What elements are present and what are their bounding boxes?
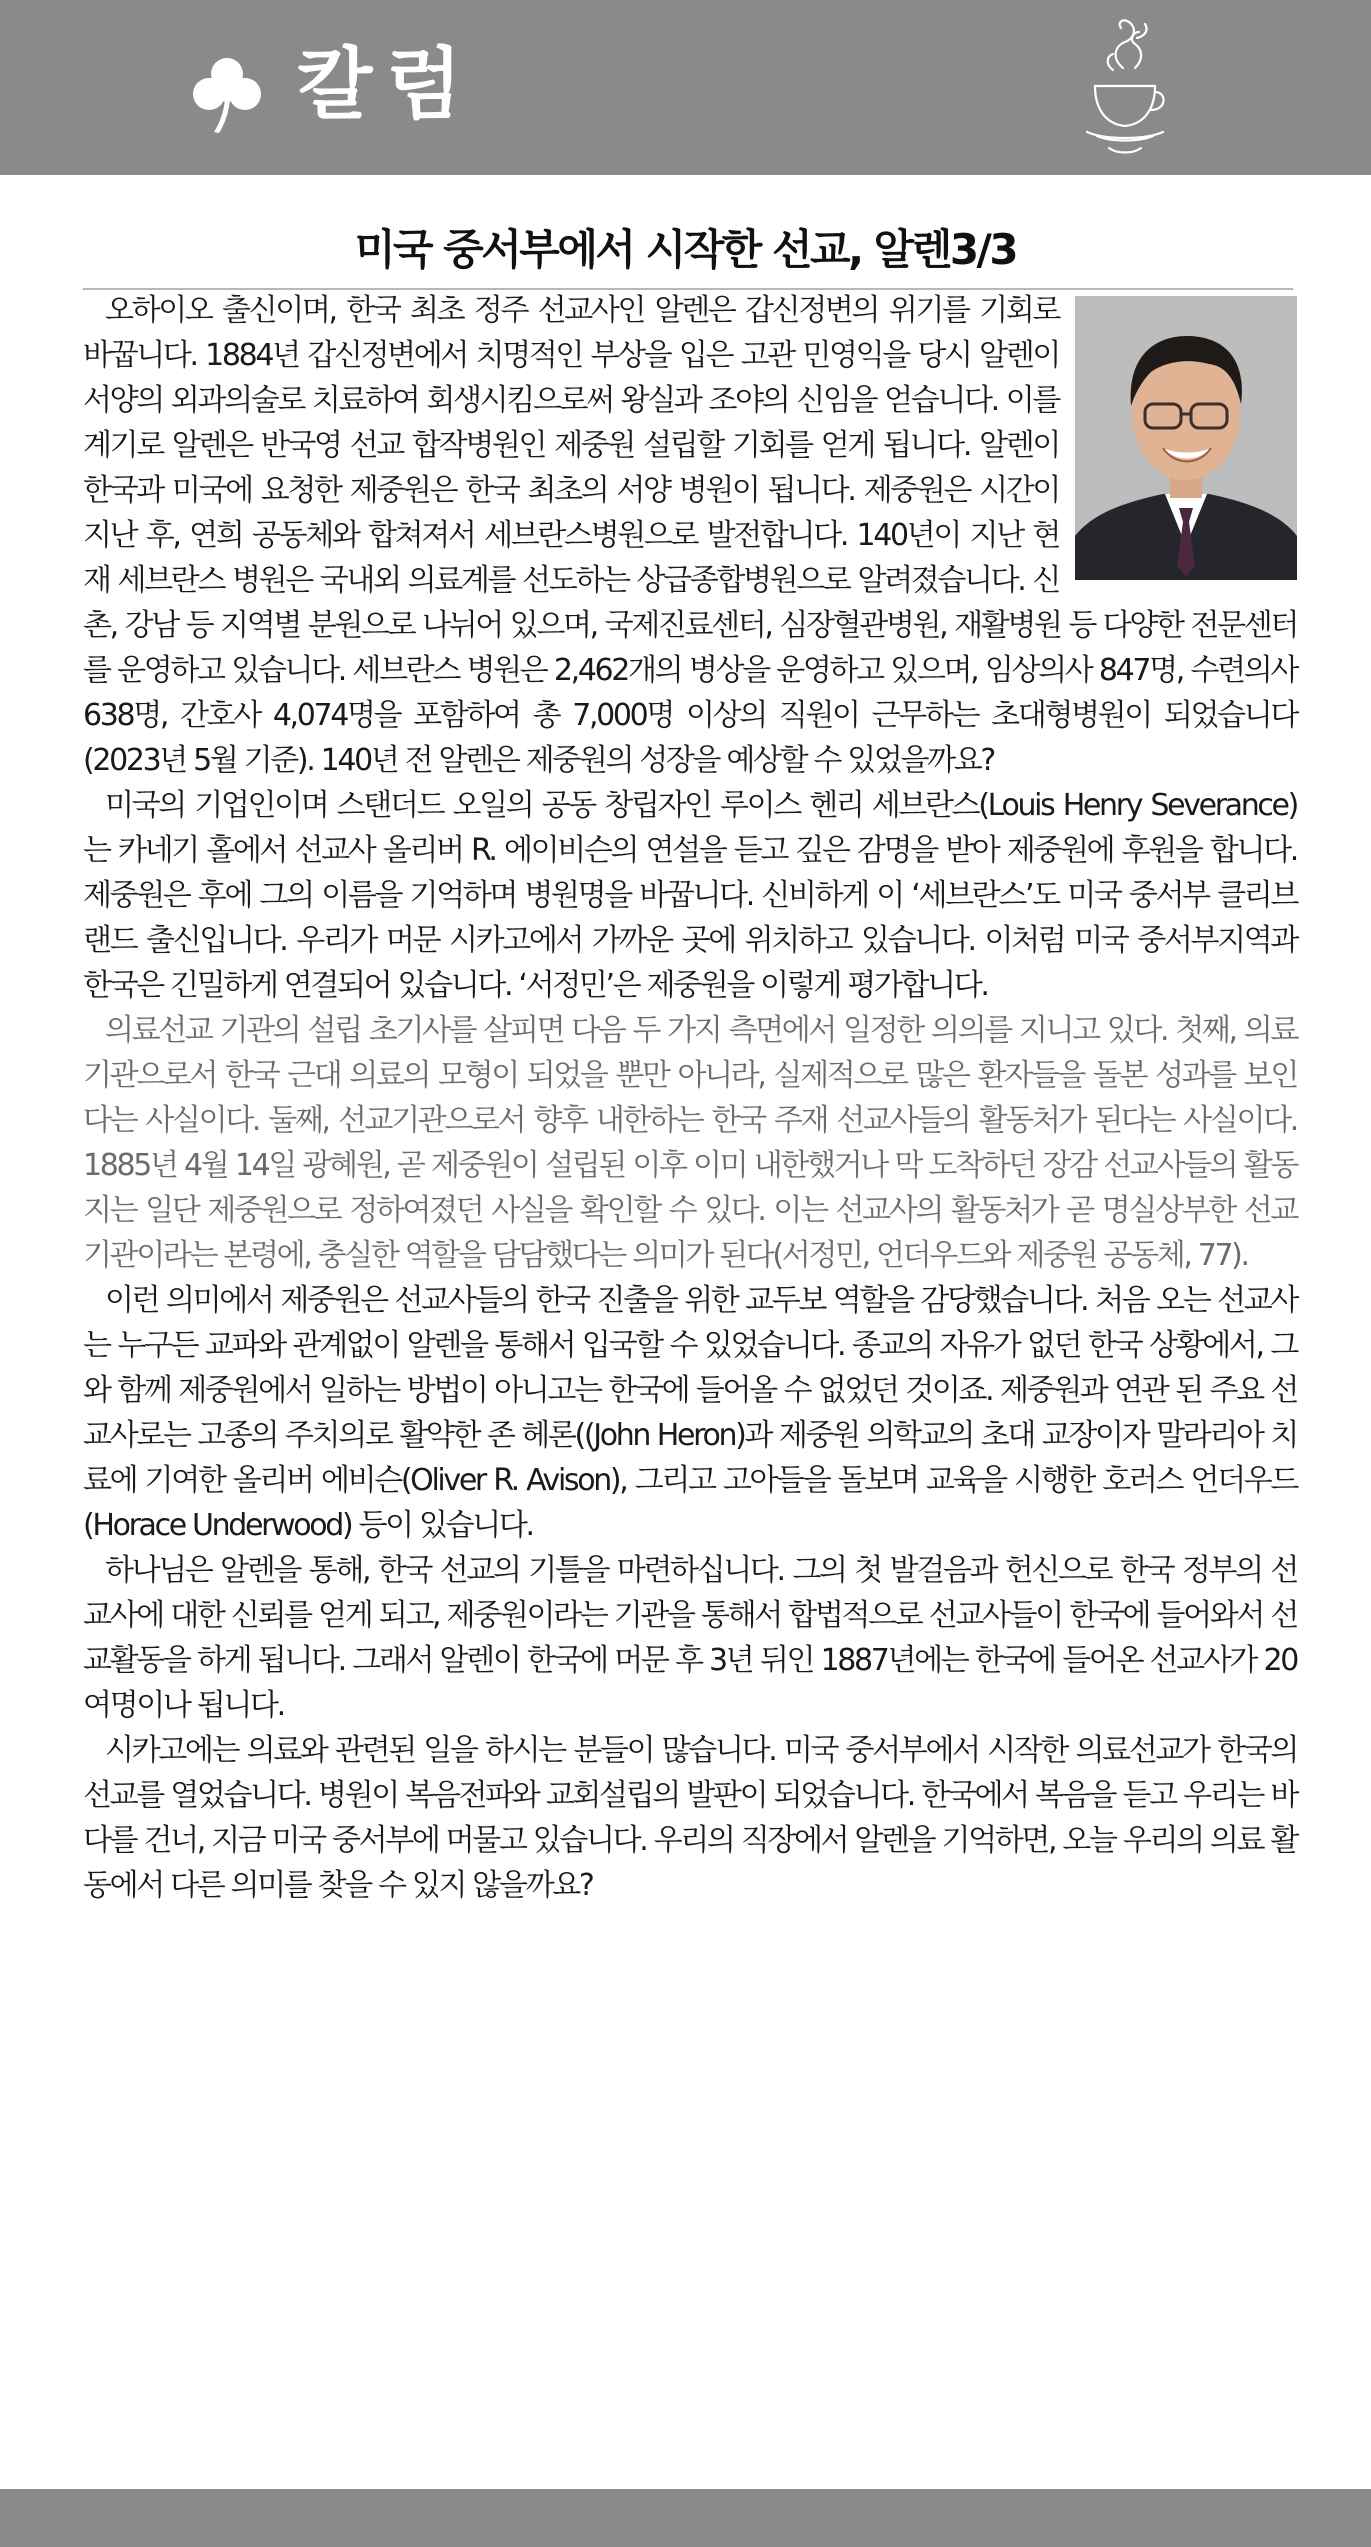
article-body [83, 288, 1297, 1908]
article-title: 미국 중서부에서 시작한 선교, 알렌3/3 [354, 225, 1017, 274]
paragraph: 하나님은 알렌을 통해, 한국 선교의 기틀을 마련하십니다. 그의 첫 발걸음과 헌신으로 한국 정부의 선교사에 대한 신뢰를 얻게 되고, 제중원이라는 기관을 통해서 합법적으로 선교사들이 한국에 들어와서 선교활동을 하게 됩니다. 그래서 알렌이 한국에 머문 후 3년 뒤인 1887년에는 한국에 들어온 선교사가 20여명이나 됩니다. [83, 1553, 1297, 1723]
paragraph: 시카고에는 의료와 관련된 일을 하시는 분들이 많습니다. 미국 중서부에서 시작한 의료선교가 한국의 선교를 열었습니다. 병원이 복음전파와 교회설립의 발판이 되었습니다. 한국에서 복음을 듣고 우리는 바다를 건너, 지금 미국 중서부에 머물고 있습니다. 우리의 직장에서 알렌을 기억하면, 오늘 우리의 의료 활동에서 다른 의미를 찾을 수 있지 않을까요? [83, 1733, 1297, 1903]
footer-bar [0, 2489, 1371, 2547]
paragraph: 오하이오 출신이며, 한국 최초 정주 선교사인 알렌은 갑신정변의 위기를 기회로 바꿉니다. 1884년 갑신정변에서 치명적인 부상을 입은 고관 민영익을 당시 알렌이 서양의 외과의술로 치료하여 회생시킴으로써 왕실과 조야의 신임을 얻습니다. 이를 계기로 알렌은 반국영 선교 합작병원인 제중원 설립할 기회를 얻게 됩니다. 알렌이 한국과 미국에 요청한 제중원은 한국 최초의 서양 병원이 됩니다. 제중원은 시간이 지난 후, 연희 공동체와 합쳐져서 세브란스병원으로 발전합니다. 140년이 지난 현재 세브란스 병원은 국내외 의료계를 선도하는 상급종합병원으로 알려졌습니다. 신촌, 강남 등 지역별 분원으로 나뉘어 있으며, 국제진료센터, 심장혈관병원, 재활병원 등 다양한 전문센터를 운영하고 있습니다. 세브란스 병원은 2,462개의 병상을 운영하고 있으며, 임상의사 847명, 수련의사 638명, 간호사 4,074명을 포함하여 총 7,000명 이상의 직원이 근무하는 초대형병원이 되었습니다(2023년 5월 기준). 140년 전 알렌은 제중원의 성장을 예상할 수 있었을까요? [83, 293, 1297, 778]
steaming-cup-icon [1075, 8, 1175, 168]
paragraph: 미국의 기업인이며 스탠더드 오일의 공동 창립자인 루이스 헨리 세브란스(Louis Henry Severance)는 카네기 홀에서 선교사 올리버 R. 에이비슨의 연설을 듣고 깊은 감명을 받아 제중원에 후원을 합니다. 제중원은 후에 그의 이름을 기억하며 병원명을 바꿉니다. 신비하게 이 ‘세브란스’도 미국 중서부 클리브랜드 출신입니다. 우리가 머문 시카고에서 가까운 곳에 위치하고 있습니다. 이처럼 미국 중서부지역과 한국은 긴밀하게 연결되어 있습니다. ‘서정민’은 제중원을 이렇게 평가합니다. [83, 788, 1297, 1003]
quote-paragraph: 의료선교 기관의 설립 초기사를 살피면 다음 두 가지 측면에서 일정한 의의를 지니고 있다. 첫째, 의료기관으로서 한국 근대 의료의 모형이 되었을 뿐만 아니라, 실제적으로 많은 환자들을 돌본 성과를 보인다는 사실이다. 둘째, 선교기관으로서 향후 내한하는 한국 주재 선교사들의 활동처가 된다는 사실이다. 1885년 4월 14일 광혜원, 곧 제중원이 설립된 이후 이미 내한했거나 막 도착하던 장감 선교사들의 활동지는 일단 제중원으로 정하여졌던 사실을 확인할 수 있다. 이는 선교사의 활동처가 곧 명실상부한 선교기관이라는 본령에, 충실한 역할을 담담했다는 의미가 된다(서정민, 언더우드와 제중원 공동체, 77). [83, 1013, 1297, 1273]
portrait-wrap-space [1059, 288, 1297, 586]
section-title: 칼럼 [297, 40, 476, 130]
paragraph: 이런 의미에서 제중원은 선교사들의 한국 진출을 위한 교두보 역할을 감당했습니다. 처음 오는 선교사는 누구든 교파와 관계없이 알렌을 통해서 입국할 수 있었습니다. 종교의 자유가 없던 한국 상황에서, 그와 함께 제중원에서 일하는 방법이 아니고는 한국에 들어올 수 없었던 것이죠. 제중원과 연관 된 주요 선교사로는 고종의 주치의로 활약한 존 헤론((John Heron)과 제중원 의학교의 초대 교장이자 말라리아 치료에 기여한 올리버 에비슨(Oliver R. Avison), 그리고 고아들을 돌보며 교육을 시행한 호러스 언더우드(Horace Underwood) 등이 있습니다. [83, 1283, 1297, 1543]
header-bar [0, 0, 1371, 175]
clover-icon [192, 56, 262, 134]
